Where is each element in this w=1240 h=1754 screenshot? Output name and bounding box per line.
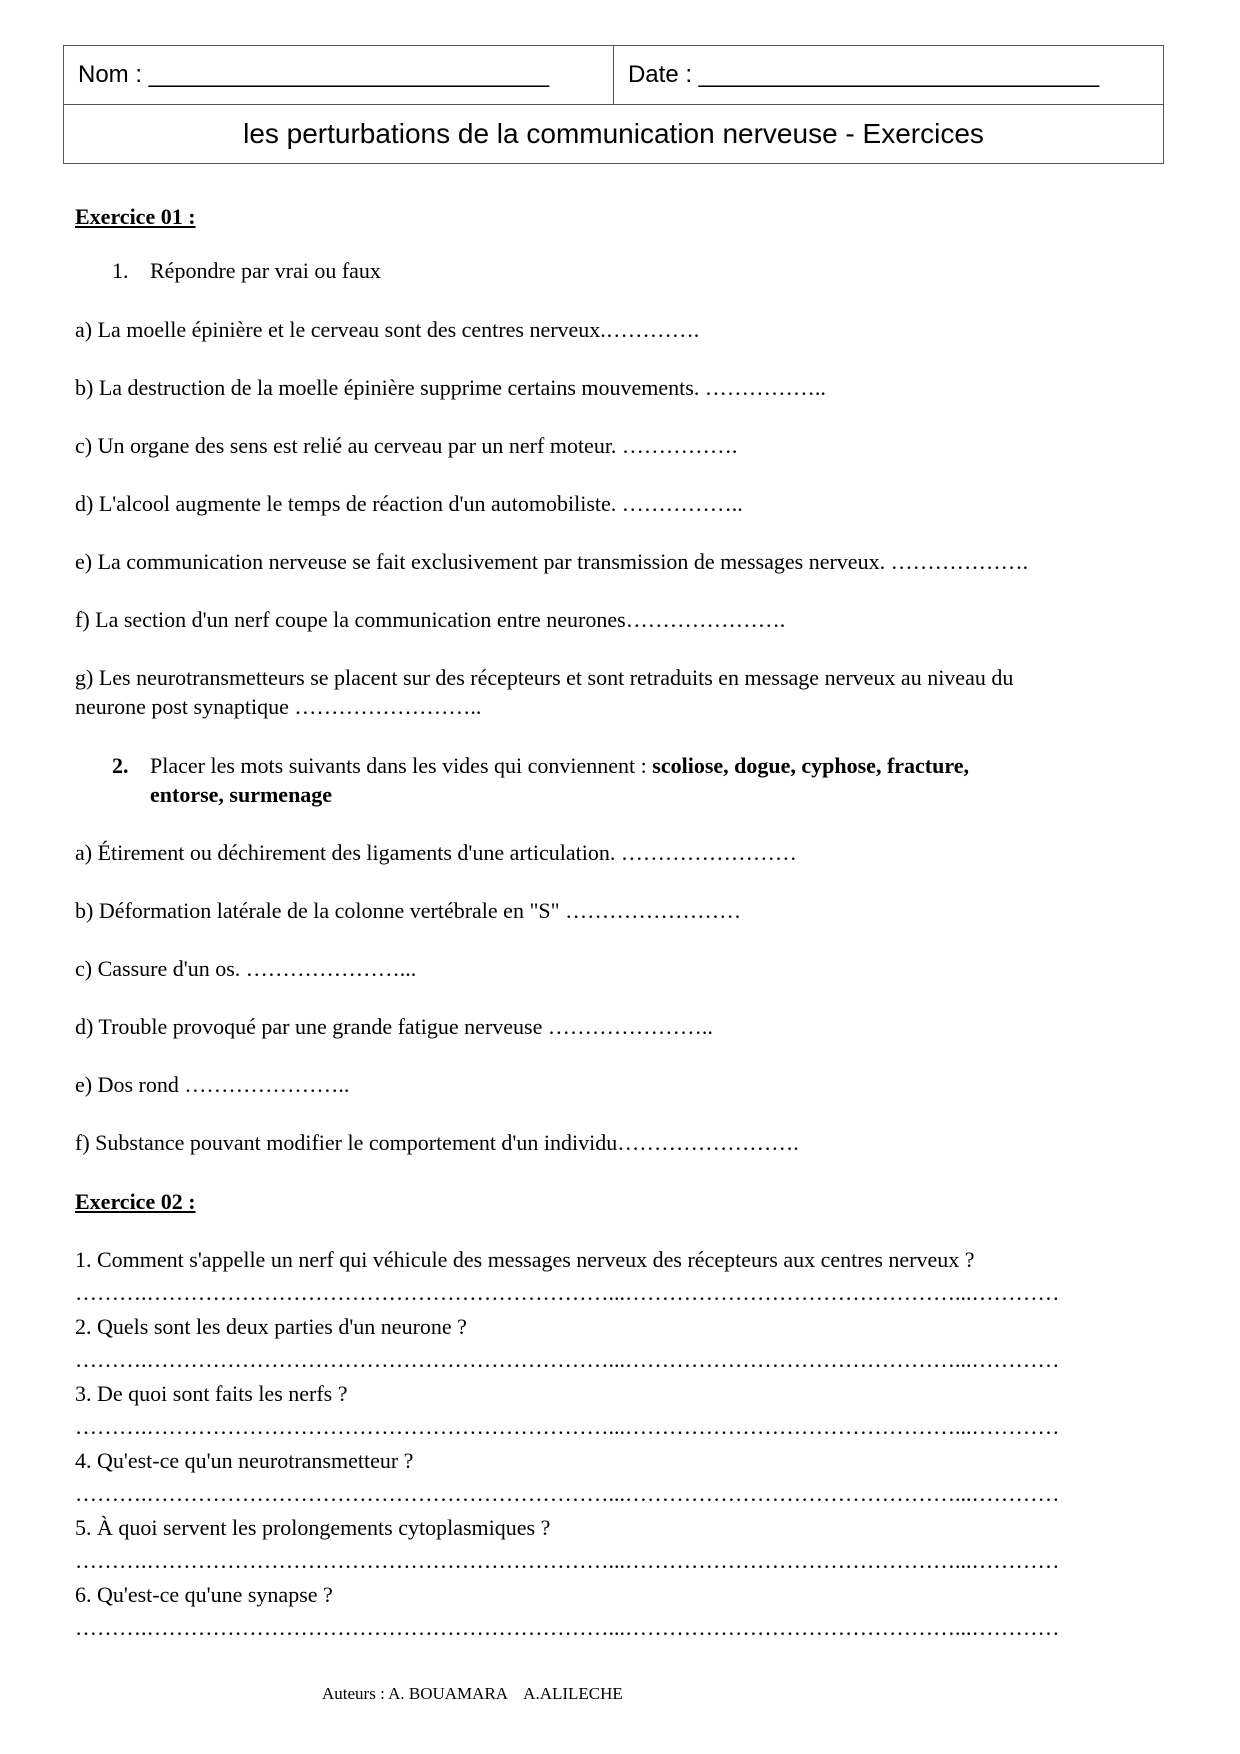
q1-item-g-line1: g) Les neurotransmetteurs se placent sur des récepteurs et sont retraduits en message nerveux au niveau du [75,665,1014,690]
q2-item-a: a) Étirement ou déchirement des ligaments d'une articulation. …………………… [75,840,797,865]
q1-item-f: f) La section d'un nerf coupe la communication entre neurones…………………. [75,607,786,632]
ex2-question-6: 6. Qu'est-ce qu'une synapse ? [75,1582,333,1607]
q1-item-e: e) La communication nerveuse se fait exclusivement par transmission de messages nerveux. ………………. [75,549,1029,574]
ex2-question-4: 4. Qu'est-ce qu'un neurotransmetteur ? [75,1448,414,1473]
ex2-answer-line-4[interactable]: ……….………………………………………………………...………………………………………...………… [75,1481,1060,1506]
ex2-answer-line-1[interactable]: ……….………………………………………………………...………………………………………...………… [75,1280,1060,1305]
ex2-question-5: 5. À quoi servent les prolongements cytoplasmiques ? [75,1515,551,1540]
q2-item-b: b) Déformation latérale de la colonne vertébrale en "S" …………………… [75,898,742,923]
ex2-answer-line-6[interactable]: ……….………………………………………………………...………………………………………...………… [75,1615,1060,1640]
name-field[interactable]: Nom : ______________________________ [64,46,614,105]
question-1-text: Répondre par vrai ou faux [150,258,381,283]
date-field[interactable]: Date : ______________________________ [613,46,1163,105]
exercice-01-title: Exercice 01 : [75,204,196,229]
ex2-answer-line-2[interactable]: ……….………………………………………………………...………………………………………...………… [75,1347,1060,1372]
question-2-words-line2: entorse, surmenage [150,782,333,807]
authors-footer: Auteurs : A. BOUAMARA A.ALILECHE [322,1684,623,1703]
ex2-question-3: 3. De quoi sont faits les nerfs ? [75,1381,348,1406]
q1-item-g-line2: neurone post synaptique …………………….. [75,694,482,719]
question-2 [112,751,969,781]
q1-item-d: d) L'alcool augmente le temps de réaction d'un automobiliste. …………….. [75,491,743,516]
q1-item-a: a) La moelle épinière et le cerveau sont des centres nerveux.…………. [75,317,700,342]
ex2-question-2: 2. Quels sont les deux parties d'un neurone ? [75,1314,467,1339]
question-2-number: 2. [112,753,129,778]
q1-item-b: b) La destruction de la moelle épinière supprime certains mouvements. …………….. [75,375,826,400]
q2-item-d: d) Trouble provoqué par une grande fatigue nerveuse ………………….. [75,1014,713,1039]
q2-item-c: c) Cassure d'un os. …………………... [75,956,417,981]
question-1 [112,256,381,286]
ex2-answer-line-5[interactable]: ……….………………………………………………………...………………………………………...………… [75,1548,1060,1573]
ex2-question-1: 1. Comment s'appelle un nerf qui véhicule des messages nerveux des récepteurs aux centres nerveux ? [75,1247,975,1272]
header-table [63,45,1164,164]
q2-item-e: e) Dos rond ………………….. [75,1072,350,1097]
ex2-answer-line-3[interactable]: ……….………………………………………………………...………………………………………...………… [75,1414,1060,1439]
worksheet-title: les perturbations de la communication nerveuse - Exercices [64,105,1164,164]
question-1-number: 1. [112,258,129,283]
exercice-02-title: Exercice 02 : [75,1189,196,1214]
q2-item-f: f) Substance pouvant modifier le comportement d'un individu……………………. [75,1130,799,1155]
question-2-words-line1: scoliose, dogue, cyphose, fracture, [652,753,969,778]
question-2-text: Placer les mots suivants dans les vides qui conviennent : [150,753,653,778]
q1-item-c: c) Un organe des sens est relié au cerveau par un nerf moteur. ……………. [75,433,738,458]
